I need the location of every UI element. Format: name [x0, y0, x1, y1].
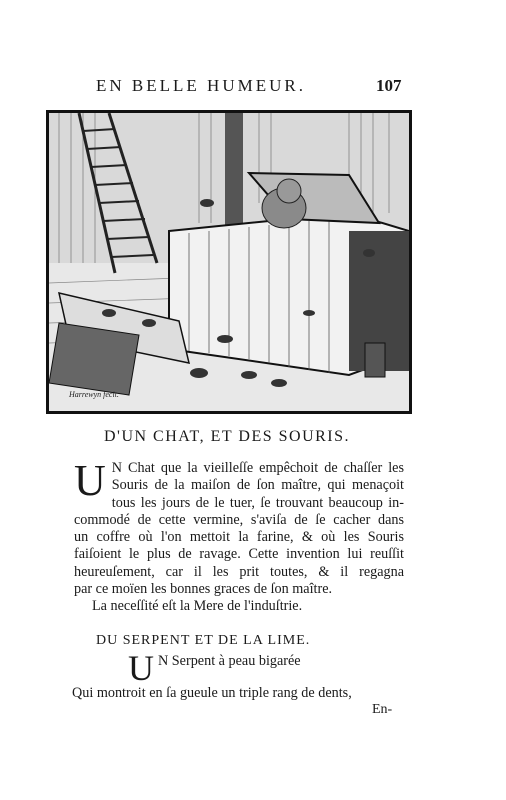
fable1-line: par ce moïen les bonnes graces de ſon maître. [74, 581, 333, 598]
page-number: 107 [376, 76, 402, 95]
fable1-line: tous les jours de le tuer, ſe trouvant beaucoup in- [111, 494, 404, 511]
wooden-post [225, 113, 243, 233]
fable1-title: D'UN CHAT, ET DES SOURIS. [104, 428, 351, 445]
fable1-line: heureuſement, car il les prit toutes, & il regagna [74, 563, 404, 580]
fable1-line: un coffre où l'on mettoit la farine, & où les Souris [74, 529, 404, 546]
fable2-body [72, 648, 406, 703]
fable1-moral: La neceſſité eſt la Mere de l'induſtrie. [92, 598, 303, 615]
fable1-line: commodé de cette vermine, s'aviſa de ſe cacher dans [74, 511, 404, 528]
running-head: EN BELLE HUMEUR. [96, 76, 306, 95]
fable1-line: faiſoient le plus de ravage. Cette invention lui reuſſit [74, 546, 404, 563]
lantern [365, 343, 385, 377]
fable2-line: Qui montroit en ſa gueule un triple rang de dents, [72, 685, 352, 701]
fable2-line: N Serpent à peau bigarée [158, 653, 301, 669]
engraving-illustration [46, 110, 412, 414]
fable1-body [74, 456, 404, 616]
fable1-dropcap: U [74, 456, 106, 505]
fable1-line: N Chat que la vieilleſſe empêchoit de chaſſer les [111, 460, 404, 476]
engraver-signature: Harrewyn fecit. [69, 390, 119, 399]
engraving-drawing [49, 113, 409, 411]
fable1-line: Souris de la maiſon de ſon maître, qui menaçoit [111, 477, 404, 494]
fallen-board-dark [49, 323, 139, 395]
fable2-dropcap: U [128, 648, 154, 688]
cat-head [277, 179, 301, 203]
fable2-title: DU SERPENT ET DE LA LIME. [96, 633, 311, 648]
catchword: En- [372, 702, 393, 717]
